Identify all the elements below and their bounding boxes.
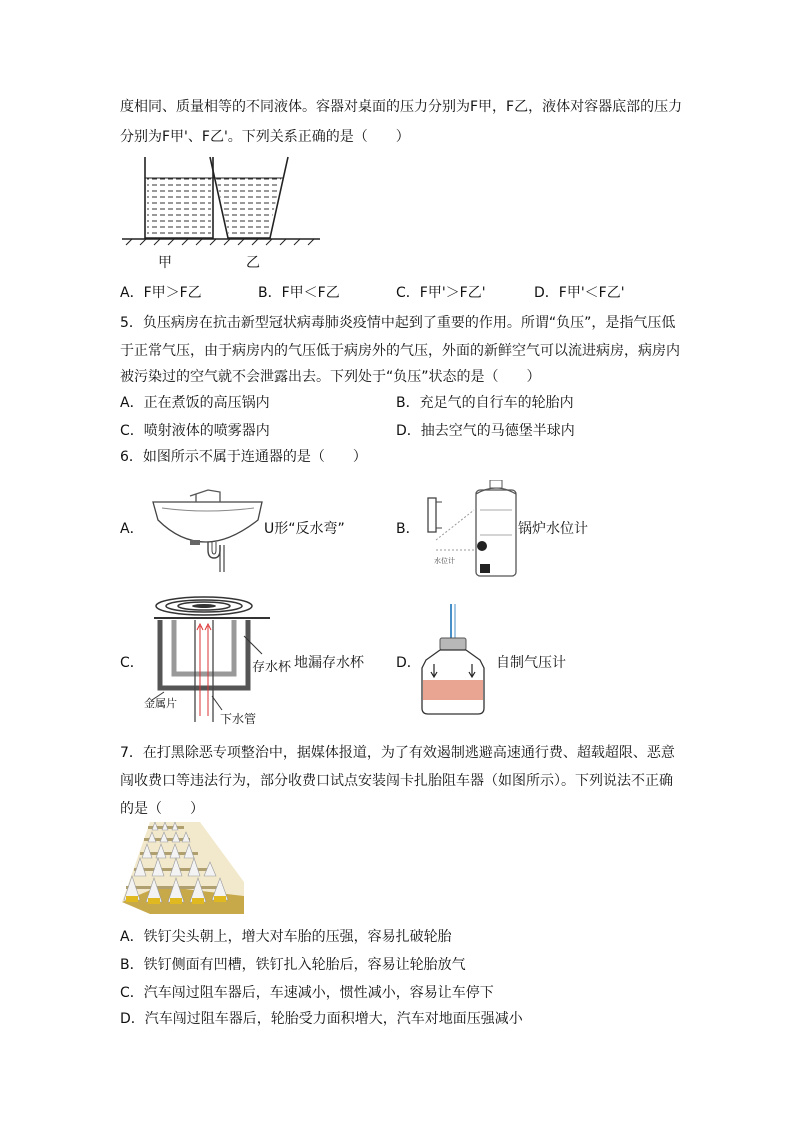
q6-option-a[interactable]: A． [120, 521, 144, 537]
q5-stem-line-1: 5．负压病房在抗击新型冠状病毒肺炎疫情中起到了重要的作用。所谓“负压”，是指气压低 [120, 315, 676, 331]
q7-stem-line-2: 闯收费口等违法行为，部分收费口试点安装闯卡扎胎阻车器（如图所示）。下列说法不正确 [120, 773, 673, 789]
q4-containers-figure [120, 152, 325, 247]
tire-spike-barrier-figure [120, 822, 244, 914]
q6-label-a: U形“反水弯” [264, 521, 345, 537]
q5-option-d[interactable]: D．抽去空气的马德堡半球内 [396, 423, 575, 439]
q6-option-d[interactable]: D． [396, 655, 421, 671]
q7-option-d[interactable]: D．汽车闯过阻车器后，轮胎受力面积增大，汽车对地面压强减小 [120, 1011, 523, 1027]
q6-option-c[interactable]: C． [120, 655, 144, 671]
q7-stem-line-1: 7．在打黑除恶专项整治中，据媒体报道，为了有效遏制逃避高速通行费、超载超限、恶意 [120, 745, 675, 761]
drain-pipe-sublabel: 下水管 [220, 712, 257, 726]
q5-stem-line-3: 被污染过的空气就不会泄露出去。下列处于“负压”状态的是（ ） [120, 369, 541, 385]
q7-option-a[interactable]: A．铁钉尖头朝上，增大对车胎的压强，容易扎破轮胎 [120, 929, 452, 945]
q4-option-a[interactable]: A．F甲＞F乙 [120, 285, 202, 301]
q4-option-d[interactable]: D．F甲'＜F乙' [534, 285, 625, 301]
container-jia-liquid [147, 178, 211, 236]
q4-stem-line-2: 分别为F甲'、F乙'。下列关系正确的是（ ） [120, 129, 410, 145]
sink-figure [150, 480, 265, 575]
q7-option-b[interactable]: B．铁钉侧面有凹槽，铁钉扎入轮胎后，容易让轮胎放气 [120, 957, 466, 973]
q6-label-b: 锅炉水位计 [518, 521, 588, 537]
q6-stem: 6．如图所示不属于连通器的是（ ） [120, 449, 367, 465]
boiler-sublabel: 水位计 [434, 557, 455, 565]
q7-stem-line-3: 的是（ ） [120, 801, 204, 817]
container-label-yi: 乙 [246, 255, 260, 271]
drain-cup-sublabel: 存水杯 [252, 660, 292, 675]
q4-option-c[interactable]: C．F甲'＞F乙' [396, 285, 486, 301]
q4-stem-line-1: 度相同、质量相等的不同液体。容器对桌面的压力分别为F甲，F乙，液体对容器底部的压力 [120, 99, 683, 115]
q5-option-b[interactable]: B．充足气的自行车的轮胎内 [396, 395, 574, 411]
q7-option-c[interactable]: C．汽车闯过阻车器后，车速减小，惯性减小，容易让车停下 [120, 985, 494, 1001]
container-label-jia: 甲 [158, 255, 172, 271]
barometer-figure [418, 602, 488, 718]
q5-option-c[interactable]: C．喷射液体的喷雾器内 [120, 423, 270, 439]
metal-plate-sublabel: 金属片 [144, 697, 177, 710]
q6-label-c: 地漏存水杯 [294, 655, 364, 671]
q5-option-a[interactable]: A．正在煮饭的高压锅内 [120, 395, 270, 411]
q6-label-d: 自制气压计 [496, 655, 566, 671]
q6-option-b[interactable]: B． [396, 521, 420, 537]
q4-option-b[interactable]: B．F甲＜F乙 [258, 285, 340, 301]
q5-stem-line-2: 于正常气压，由于病房内的气压低于病房外的气压，外面的新鲜空气可以流进病房，病房内 [120, 343, 680, 359]
